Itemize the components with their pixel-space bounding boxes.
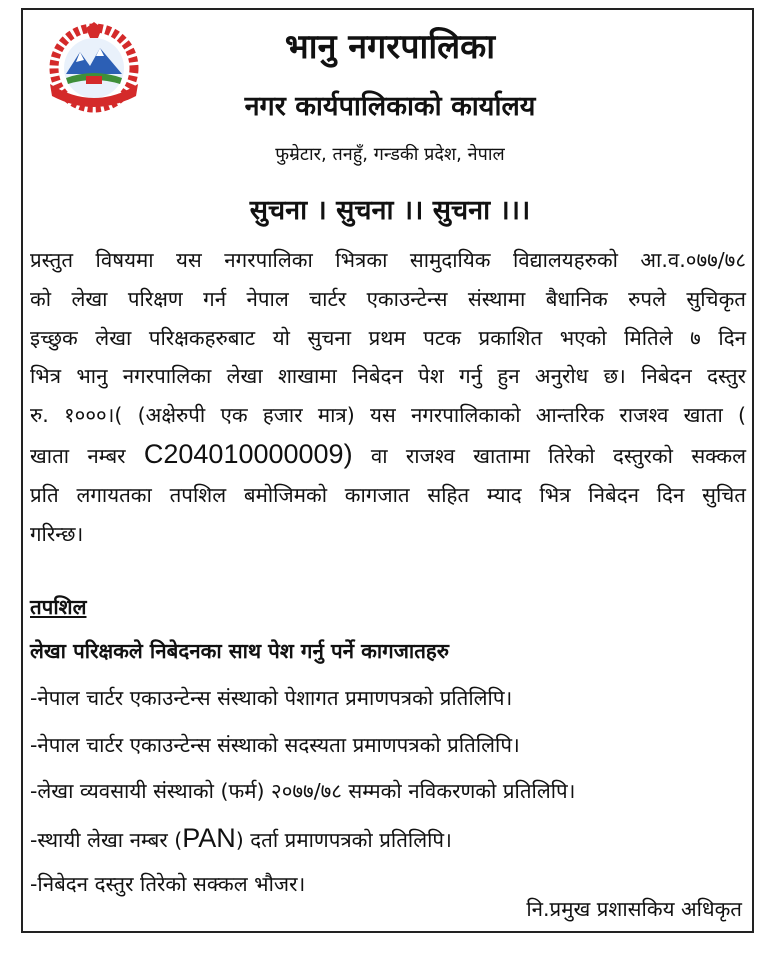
account-tail: वा राजश्व खातामा तिरेको दस्तुरको सक्कल <box>352 443 746 468</box>
notice-body <box>30 241 746 553</box>
list-item: -निबेदन दस्तुर तिरेको सक्कल भौजर। <box>30 872 306 896</box>
account-number: C204010000009) <box>143 438 353 469</box>
body-line: प्रस्तुत विषयमा यस नगरपालिका भित्रका सामुदायिक विद्यालयहरुको आ.व.०७७/७८ <box>30 248 746 272</box>
body-line: इच्छुक लेखा परिक्षकहरुबाट यो सुचना प्रथम पटक प्रकाशित भएको मितिले ७ दिन <box>30 325 746 350</box>
schedule-heading: तपशिल <box>30 595 87 619</box>
list-item: -नेपाल चार्टर एकाउन्टेन्स संस्थाको सदस्यता प्रमाणपत्रको प्रतिलिपि। <box>30 732 520 757</box>
office-name: नगर कार्यपालिकाको कार्यालय <box>244 91 536 122</box>
municipality-name: भानु नगरपालिका <box>284 27 496 67</box>
office-address: फुम्रेटार, तनहुँ, गन्डकी प्रदेश, नेपाल <box>275 144 505 165</box>
list-item: -लेखा व्यवसायी संस्थाको (फर्म) २०७७/७८ सम्मको नविकरणको प्रतिलिपि। <box>30 779 576 803</box>
notice-title: सुचना । सुचना ।। सुचना ।।। <box>249 195 531 226</box>
account-label: खाता नम्बर <box>30 443 144 468</box>
item-text: -स्थायी लेखा नम्बर ( <box>30 827 183 852</box>
pan-label: PAN <box>182 822 236 853</box>
body-line: को लेखा परिक्षण गर्न नेपाल चार्टर एकाउन्टेन्स संस्थामा बैधानिक रुपले सुचिकृत <box>30 286 746 311</box>
schedule-subheading: लेखा परिक्षकले निबेदनका साथ पेश गर्नु पर्ने कागजातहरु <box>30 639 450 663</box>
body-line <box>30 435 746 476</box>
body-line: गरिन्छ। <box>30 521 84 546</box>
body-line: भित्र भानु नगरपालिका लेखा शाखामा निबेदन पेश गर्नु हुन अनुरोध छ। निबेदन दस्तुर <box>30 364 746 389</box>
signature-title: नि.प्रमुख प्रशासकिय अधिकृत <box>526 897 742 921</box>
list-item: -नेपाल चार्टर एकाउन्टेन्स संस्थाको पेशागत प्रमाणपत्रको प्रतिलिपि। <box>30 686 513 710</box>
document-list <box>30 680 575 913</box>
list-item <box>30 820 575 867</box>
body-line: रु. १०००।( (अक्षेरुपी एक हजार मात्र) यस नगरपालिकाको आन्तरिक राजश्व खाता ( <box>30 403 746 428</box>
body-line: प्रति लगायतका तपशिल बमोजिमको कागजात सहित म्याद भित्र निबेदन दिन सुचित <box>30 482 746 507</box>
item-text: ) दर्ता प्रमाणपत्रको प्रतिलिपि। <box>235 827 452 852</box>
